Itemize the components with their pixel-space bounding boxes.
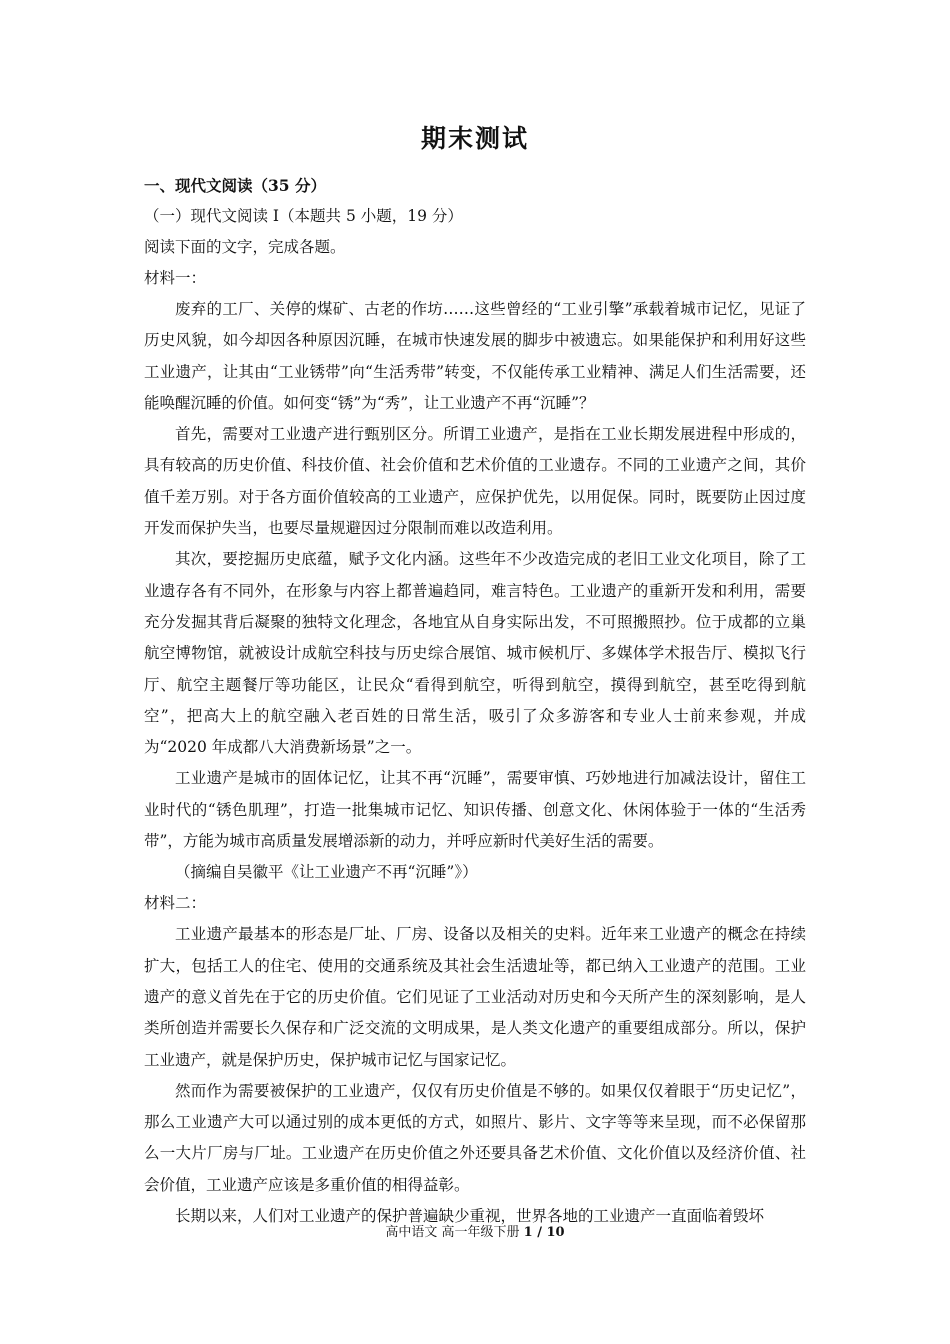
document-body	[144, 122, 806, 1232]
footer-course: 高中语文 高一年级下册	[385, 1225, 524, 1240]
material-one-label: 材料一：	[144, 269, 207, 287]
material-one-source: （摘编自吴徽平《让工业遗产不再“沉睡”》）	[175, 863, 478, 882]
section-heading: 一、现代文阅读（35 分）	[144, 176, 326, 195]
page-number-separator: /	[532, 1225, 547, 1240]
material-one-paragraph: 废弃的工厂、关停的煤矿、古老的作坊……这些曾经的“工业引擎”承载着城市记忆，见证了历史风貌，如今却因各种原因沉睡，在城市快速发展的脚步中被遗忘。如果能保护和利用好这些工业遗产，让其由“工业锈带”向“生活秀带”转变，不仅能传承工业精神、满足人们生活需要，还能唤醒沉睡的价值。如何变“锈”为“秀”，让工业遗产不再“沉睡”？	[144, 300, 806, 412]
material-one-paragraph: 工业遗产是城市的固体记忆，让其不再“沉睡”，需要审慎、巧妙地进行加减法设计，留住工业时代的“锈色肌理”，打造一批集城市记忆、知识传播、创意文化、休闲体验于一体的“生活秀带”，方能为城市高质量发展增添新的动力，并呼应新时代美好生活的需要。	[144, 769, 806, 851]
page-number-total: 10	[546, 1225, 565, 1240]
material-two-label: 材料二：	[144, 894, 207, 913]
material-two-paragraph: 工业遗产最基本的形态是厂址、厂房、设备以及相关的史料。近年来工业遗产的概念在持续扩大，包括工人的住宅、使用的交通系统及其社会生活遗址等，都已纳入工业遗产的范围。工业遗产的意义首先在于它的历史价值。它们见证了工业活动对历史和今天所产生的深刻影响，是人类所创造并需要长久保存和广泛交流的文明成果，是人类文化遗产的重要组成部分。所以，保护工业遗产，就是保护历史，保护城市记忆与国家记忆。	[144, 925, 806, 1069]
material-two-paragraph: 长期以来，人们对工业遗产的保护普遍缺少重视，世界各地的工业遗产一直面临着毁坏	[175, 1207, 765, 1226]
subsection-heading: （一）现代文阅读 I（本题共 5 小题，19 分）	[144, 207, 463, 225]
material-one-paragraph: 其次，要挖掘历史底蕴，赋予文化内涵。这些年不少改造完成的老旧工业文化项目，除了工业遗存各有不同外，在形象与内容上都普遍趋同，难言特色。工业遗产的重新开发和利用，需要充分发掘其背后凝聚的独特文化理念，各地宜从自身实际出发，不可照搬照抄。位于成都的立巢航空博物馆，就被设计成航空科技与历史综合展馆、城市候机厅、多媒体学术报告厅、模拟飞行厅、航空主题餐厅等功能区，让民众“看得到航空，听得到航空，摸得到航空，甚至吃得到航空”，把高大上的航空融入老百姓的日常生活，吸引了众多游客和专业人士前来参观，并成为“2020 年成都八大消费新场景”之一。	[144, 550, 806, 757]
page-number-current: 1	[523, 1225, 533, 1240]
instruction: 阅读下面的文字，完成各题。	[144, 238, 346, 256]
material-one-paragraph: 首先，需要对工业遗产进行甄别区分。所谓工业遗产，是指在工业长期发展进程中形成的，具有较高的历史价值、科技价值、社会价值和艺术价值的工业遗存。不同的工业遗产之间，其价值千差万别。对于各方面价值较高的工业遗产，应保护优先，以用促保。同时，既要防止因过度开发而保护失当，也要尽量规避因过分限制而难以改造利用。	[144, 425, 806, 538]
page-footer	[0, 1221, 950, 1240]
material-two-paragraph: 然而作为需要被保护的工业遗产，仅仅有历史价值是不够的。如果仅仅着眼于“历史记忆”，那么工业遗产大可以通过别的成本更低的方式，如照片、影片、文字等等来呈现，而不必保留那么一大片厂房与厂址。工业遗产在历史价值之外还要具备艺术价值、文化价值以及经济价值、社会价值，工业遗产应该是多重价值的相得益彰。	[144, 1081, 806, 1194]
page-title: 期末测试	[420, 124, 529, 153]
